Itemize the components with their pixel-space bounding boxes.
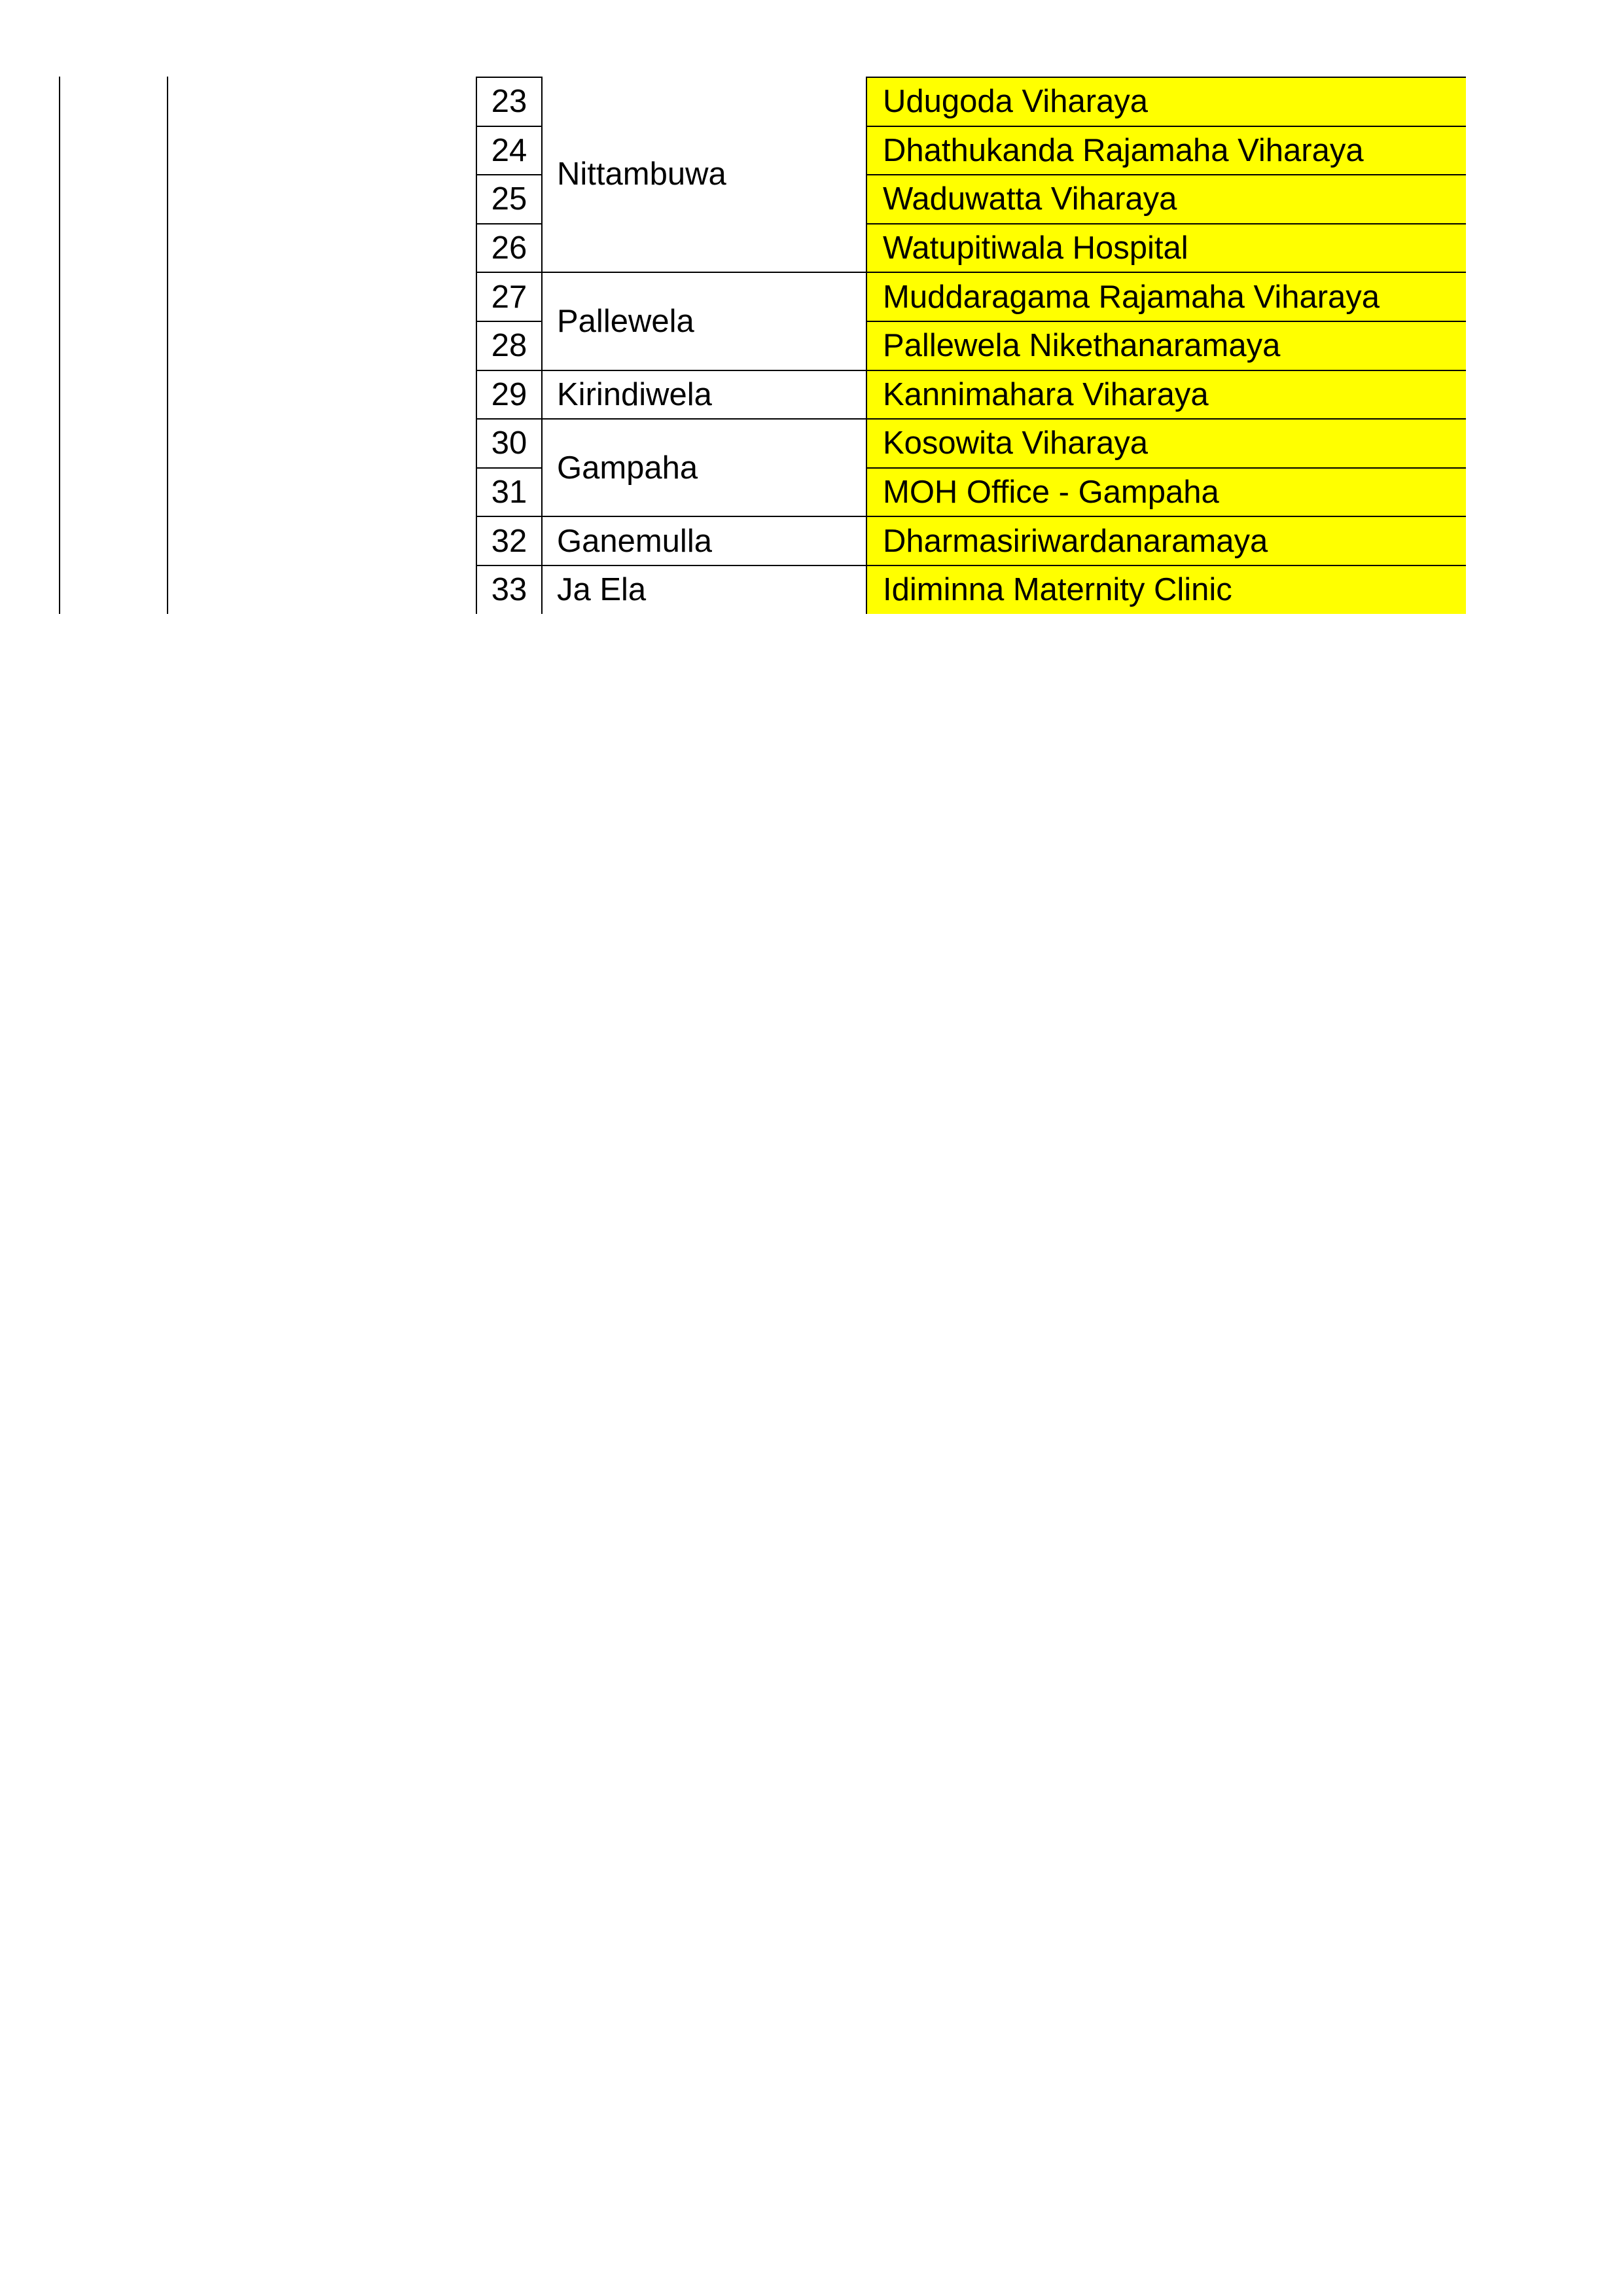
moh-area-cell: Kirindiwela [541, 370, 866, 419]
row-number: 24 [476, 126, 541, 175]
moh-area-cell: Ja Ela [541, 565, 866, 614]
row-number: 26 [476, 223, 541, 272]
location-cell: Kannimahara Viharaya [866, 370, 1466, 419]
location-cell: Waduwatta Viharaya [866, 174, 1466, 223]
location-cell: MOH Office - Gampaha [866, 467, 1466, 516]
location-cell: Dharmasiriwardanaramaya [866, 516, 1466, 565]
moh-area-cell: Gampaha [541, 418, 866, 516]
moh-area-cell: Nittambuwa [541, 77, 866, 272]
row-number: 29 [476, 370, 541, 419]
location-cell: Dhathukanda Rajamaha Viharaya [866, 126, 1466, 175]
row-number: 30 [476, 418, 541, 467]
district-number [59, 77, 167, 614]
location-cell: Idiminna Maternity Clinic [866, 565, 1466, 614]
row-number: 28 [476, 321, 541, 370]
row-number: 31 [476, 467, 541, 516]
row-number: 33 [476, 565, 541, 614]
row-number: 25 [476, 174, 541, 223]
moh-area-cell: Pallewela [541, 272, 866, 369]
location-cell: Muddaragama Rajamaha Viharaya [866, 272, 1466, 321]
location-cell: Pallewela Nikethanaramaya [866, 321, 1466, 370]
district-name [167, 77, 476, 614]
row-number: 32 [476, 516, 541, 565]
row-number: 27 [476, 272, 541, 321]
location-cell: Udugoda Viharaya [866, 77, 1466, 126]
row-number: 23 [476, 77, 541, 126]
location-cell: Kosowita Viharaya [866, 418, 1466, 467]
location-cell: Watupitiwala Hospital [866, 223, 1466, 272]
moh-area-cell: Ganemulla [541, 516, 866, 565]
